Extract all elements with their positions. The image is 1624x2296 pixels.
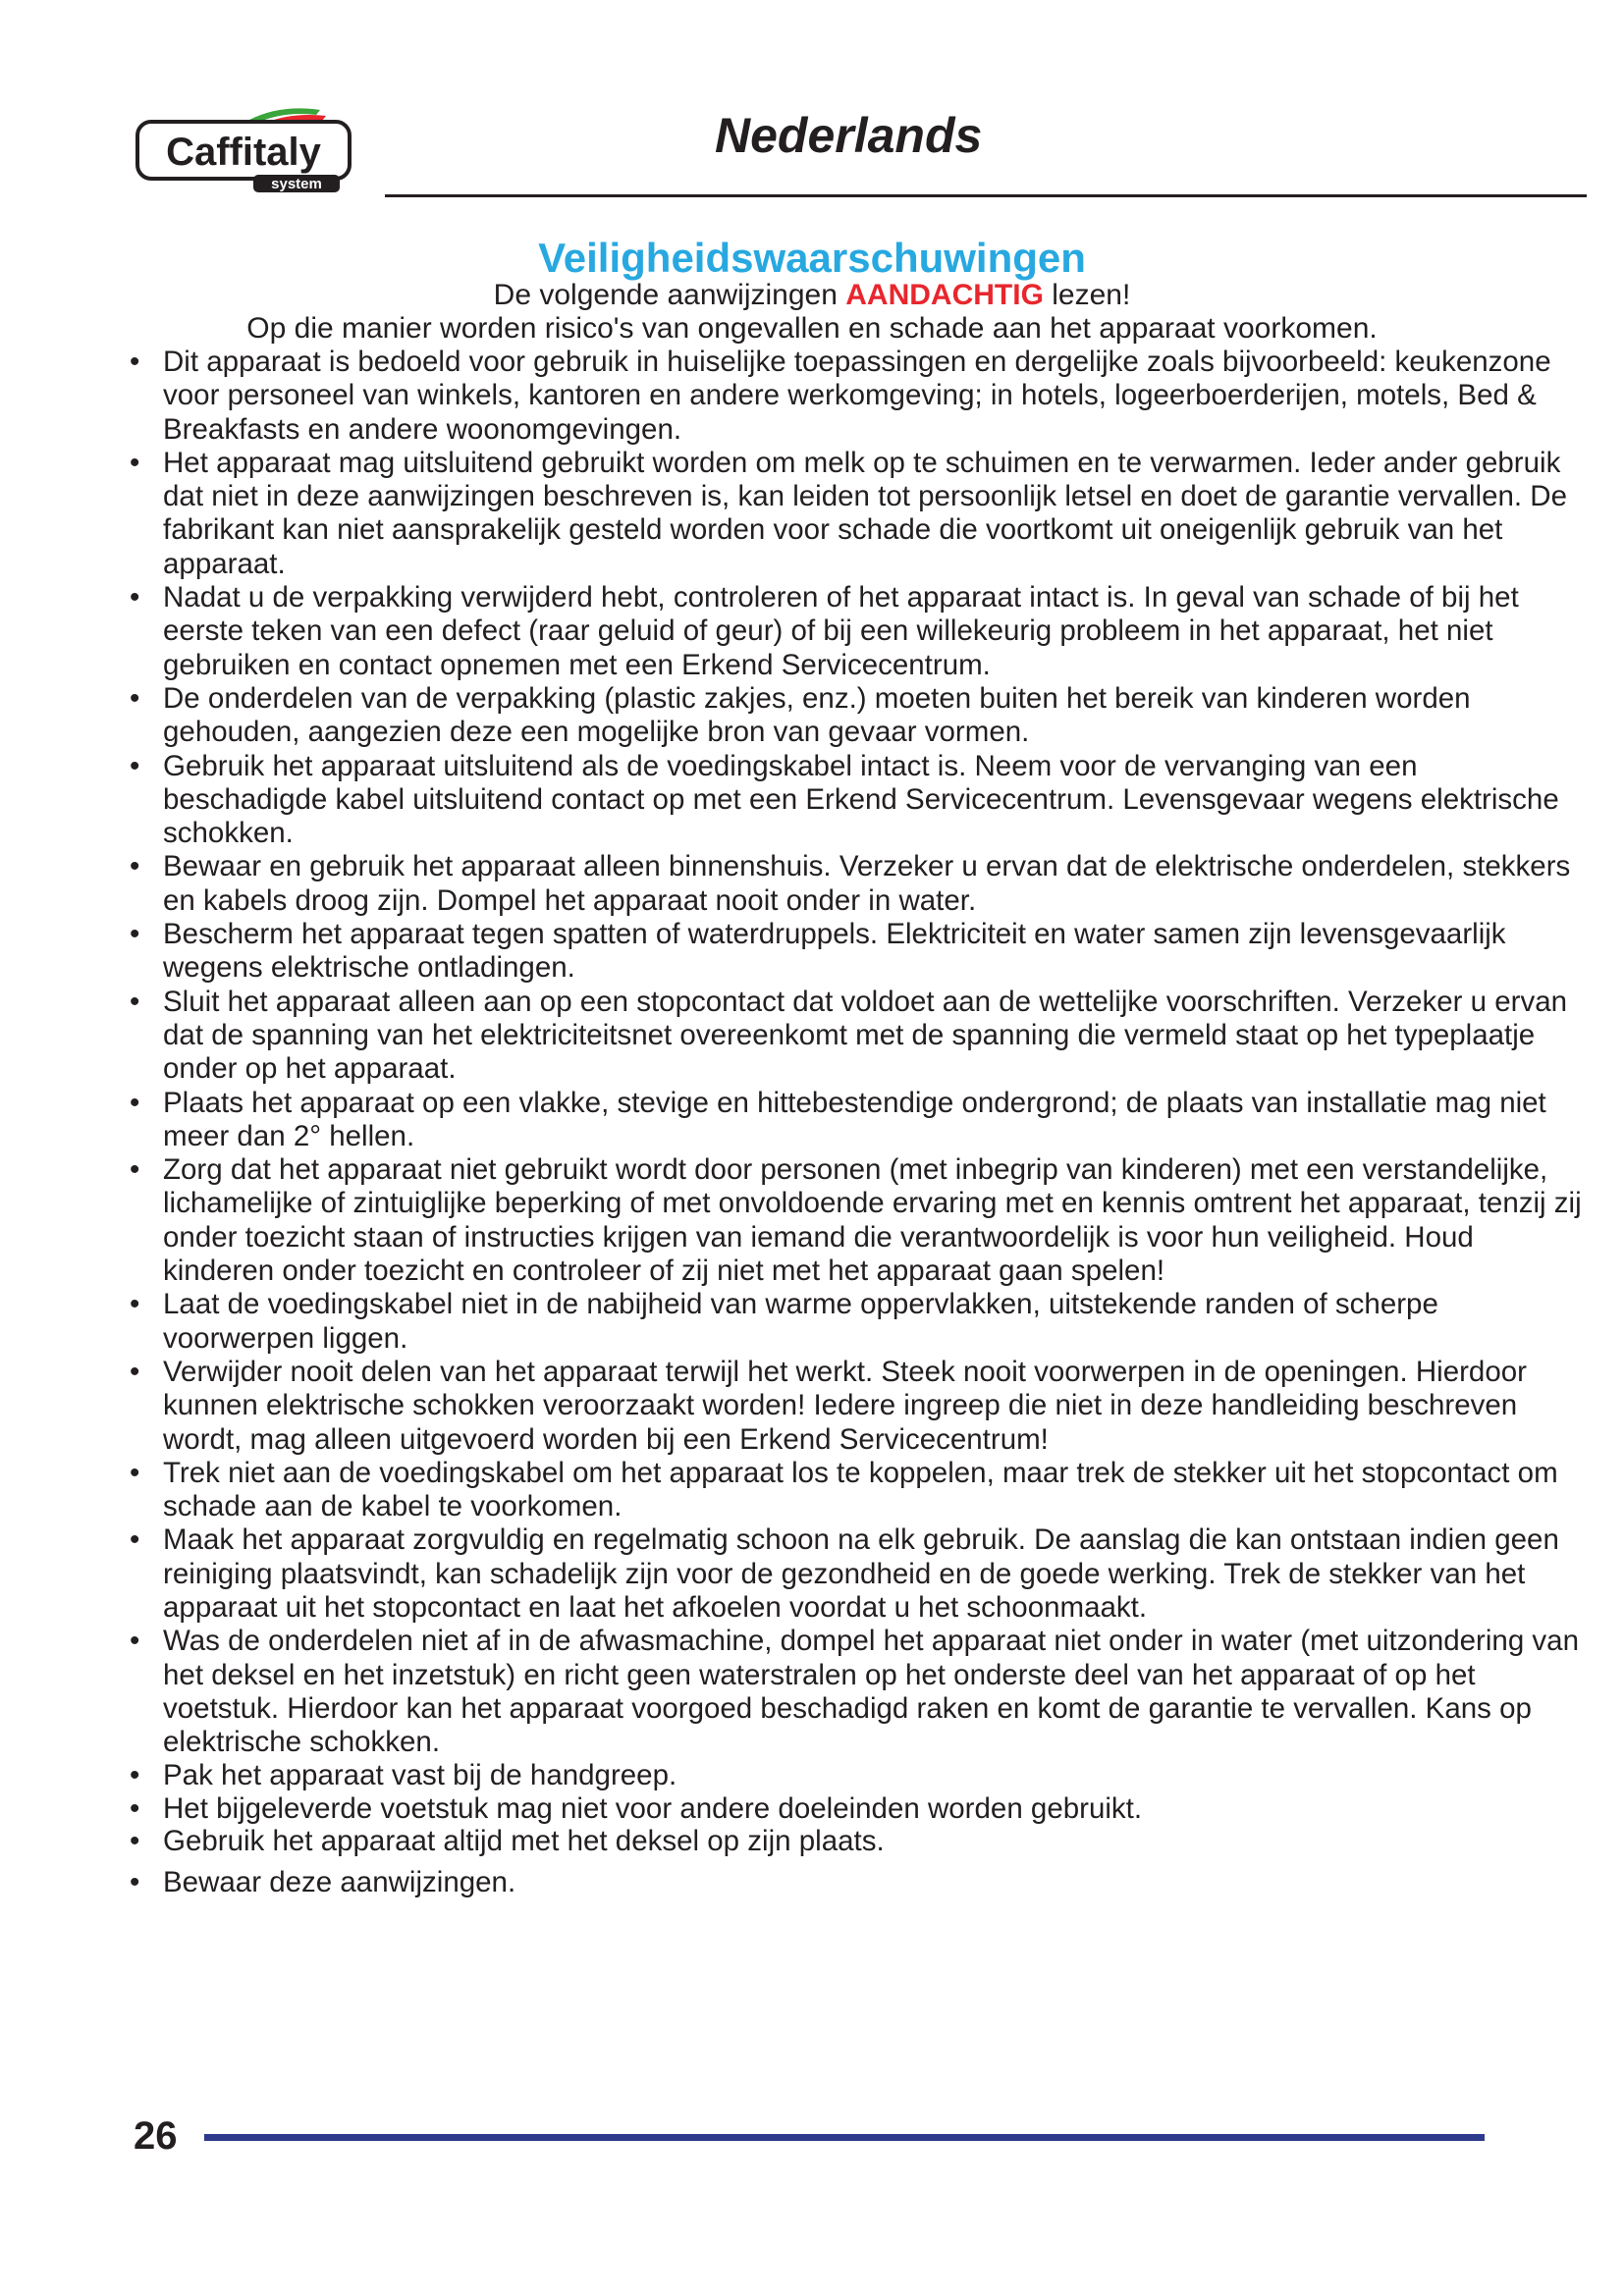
- warning-text: Bescherm het apparaat tegen spatten of waterdruppels. Elektriciteit en water samen zijn levensgevaarlijk wegens elektrische ontladingen.: [163, 918, 1506, 985]
- warning-item: [0, 1288, 1624, 1356]
- warning-item: [0, 1087, 1624, 1154]
- bullet: •: [130, 1153, 140, 1187]
- warning-item: [0, 447, 1624, 581]
- warning-item: [0, 850, 1624, 918]
- section-title: Veiligheidswaarschuwingen: [538, 235, 1086, 281]
- warning-text: Plaats het apparaat op een vlakke, stevige en hittebestendige ondergrond; de plaats van installatie mag niet meer dan 2° hellen.: [163, 1086, 1546, 1152]
- warning-item: [0, 1825, 1624, 1858]
- bullet: •: [130, 1523, 140, 1557]
- warning-item: [0, 750, 1624, 851]
- logo-text: Caffitaly: [166, 131, 321, 174]
- footer-rule: [204, 2134, 1485, 2141]
- bullet: •: [130, 1625, 140, 1658]
- warning-text: Nadat u de verpakking verwijderd hebt, controleren of het apparaat intact is. In geval van schade of bij het eerste teken van een defect (raar geluid of geur) of bij een willekeurig probleem in het apparaat, het niet gebruiken en contact opnemen met een Erkend Servicecentrum.: [163, 581, 1519, 681]
- intro-emphasis: AANDACHTIG: [845, 279, 1044, 311]
- intro-suffix: lezen!: [1052, 279, 1131, 311]
- warning-text: Laat de voedingskabel niet in de nabijheid van warme oppervlakken, uitstekende randen of scherpe voorwerpen liggen.: [163, 1288, 1438, 1355]
- bullet: •: [130, 1825, 140, 1858]
- warning-text: Dit apparaat is bedoeld voor gebruik in huiselijke toepassingen en dergelijke zoals bijvoorbeeld: keukenzone voor personeel van winkels, kantoren en andere werkomgeving; in hotels, logeerboerderijen, motels, Bed & Breakfasts en andere woonomgevingen.: [163, 346, 1551, 446]
- bullet: •: [130, 346, 140, 378]
- bullet: •: [130, 1086, 140, 1119]
- warning-item: [0, 581, 1624, 682]
- safety-warnings-list: [0, 346, 1624, 1898]
- bullet: •: [130, 985, 140, 1018]
- bullet: •: [130, 1456, 140, 1489]
- bullet: •: [130, 1791, 140, 1825]
- bullet: •: [130, 1288, 140, 1321]
- intro-line-2: Op die manier worden risico's van ongevallen en schade aan het apparaat voorkomen.: [246, 312, 1378, 345]
- warning-text: Verwijder nooit delen van het apparaat terwijl het werkt. Steek nooit voorwerpen in de openingen. Hierdoor kunnen elektrische schokken veroorzaakt worden! Iedere ingreep die niet in deze handleiding beschreven wordt, mag alleen uitgevoerd worden bij een Erkend Servicecentrum!: [163, 1355, 1527, 1456]
- bullet: •: [130, 1865, 140, 1898]
- warning-item: [0, 918, 1624, 986]
- warning-text: Het bijgeleverde voetstuk mag niet voor andere doeleinden worden gebruikt.: [163, 1791, 1143, 1825]
- bullet: •: [130, 918, 140, 951]
- bullet: •: [130, 681, 140, 715]
- language-title: Nederlands: [715, 108, 983, 163]
- warning-text: Was de onderdelen niet af in de afwasmachine, dompel het apparaat niet onder in water (met uitzondering van het deksel en het inzetstuk) en richt geen waterstralen op het onderste deel van het apparaat of op het voetstuk. Hierdoor kan het apparaat voorgoed beschadigd raken en komt de garantie te vervallen. Kans op elektrische schokken.: [163, 1625, 1579, 1759]
- bullet: •: [130, 446, 140, 479]
- warning-item: [0, 1759, 1624, 1792]
- warning-text: Bewaar deze aanwijzingen.: [163, 1865, 516, 1898]
- bullet: •: [130, 1355, 140, 1388]
- logo-subtext: system: [271, 176, 322, 192]
- warning-text: Pak het apparaat vast bij de handgreep.: [163, 1759, 677, 1792]
- warning-item: [0, 682, 1624, 750]
- warning-item: [0, 1153, 1624, 1288]
- intro-prefix: De volgende aanwijzingen: [493, 279, 838, 311]
- intro-line-1: [0, 279, 1624, 312]
- caffitaly-logo: [134, 100, 357, 196]
- warning-text: Zorg dat het apparaat niet gebruikt wordt door personen (met inbegrip van kinderen) met een verstandelijke, lichamelijke of zintuiglijke beperking of met onvoldoende ervaring met en kennis omtrent het apparaat, tenzij zij onder toezicht staan of instructies krijgen van iemand die verantwoordelijk is voor hun veiligheid. Houd kinderen onder toezicht en controleer of zij niet met het apparaat gaan spelen!: [163, 1153, 1582, 1288]
- warning-text: Gebruik het apparaat altijd met het deksel op zijn plaats.: [163, 1825, 885, 1858]
- warning-text: De onderdelen van de verpakking (plastic zakjes, enz.) moeten buiten het bereik van kinderen worden gehouden, aangezien deze een mogelijke bron van gevaar vormen.: [163, 681, 1471, 749]
- warning-item: [0, 1866, 1624, 1899]
- warning-item: [0, 986, 1624, 1087]
- header-rule: [385, 194, 1587, 197]
- warning-text: Bewaar en gebruik het apparaat alleen binnenshuis. Verzeker u ervan dat de elektrische onderdelen, stekkers en kabels droog zijn. Dompel het apparaat nooit onder in water.: [163, 850, 1571, 917]
- warning-text: Trek niet aan de voedingskabel om het apparaat los te koppelen, maar trek de stekker uit het stopcontact om schade aan de kabel te voorkomen.: [163, 1456, 1558, 1523]
- warning-item: [0, 1457, 1624, 1524]
- warning-item: [0, 1356, 1624, 1457]
- warning-item: [0, 1523, 1624, 1625]
- warning-item: [0, 1625, 1624, 1759]
- warning-text: Maak het apparaat zorgvuldig en regelmatig schoon na elk gebruik. De aanslag die kan ontstaan indien geen reiniging plaatsvindt, kan schadelijk zijn voor de gezondheid en de goede werking. Trek de stekker van het apparaat uit het stopcontact en laat het afkoelen voordat u het schoonmaakt.: [163, 1523, 1559, 1624]
- bullet: •: [130, 749, 140, 782]
- warning-text: Gebruik het apparaat uitsluitend als de voedingskabel intact is. Neem voor de vervanging van een beschadigde kabel uitsluitend contact op met een Erkend Servicecentrum. Levensgevaar wegens elektrische schokken.: [163, 749, 1559, 850]
- bullet: •: [130, 1759, 140, 1792]
- bullet: •: [130, 581, 140, 614]
- warning-item: [0, 1792, 1624, 1826]
- bullet: •: [130, 850, 140, 883]
- warning-text: Het apparaat mag uitsluitend gebruikt worden om melk op te schuimen en te verwarmen. Ieder ander gebruik dat niet in deze aanwijzingen beschreven is, kan leiden tot persoonlijk letsel en doet de garantie vervallen. De fabrikant kan niet aansprakelijk gesteld worden voor schade die voortkomt uit oneigenlijk gebruik van het apparaat.: [163, 446, 1568, 580]
- warning-item: [0, 346, 1624, 447]
- warning-text: Sluit het apparaat alleen aan op een stopcontact dat voldoet aan de wettelijke voorschriften. Verzeker u ervan dat de spanning van het elektriciteitsnet overeenkomt met de spanning die vermeld staat op het typeplaatje onder op het apparaat.: [163, 985, 1568, 1086]
- page-number: 26: [134, 2114, 178, 2158]
